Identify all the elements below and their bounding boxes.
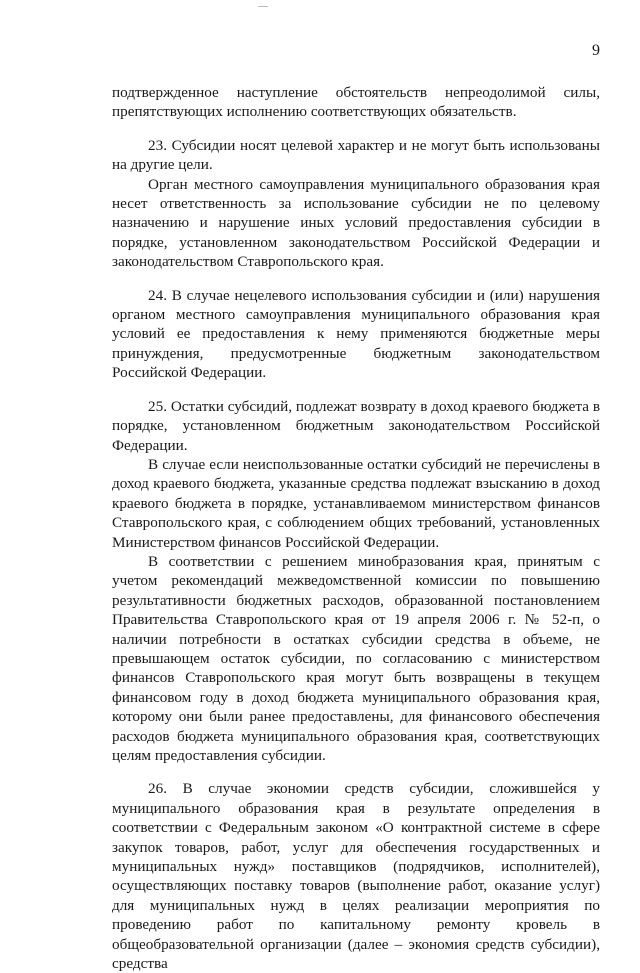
paragraph-24: 24. В случае нецелевого использования субсидии и (или) нарушения органом местного самоуправления муниципального образования края условий ее предоставления к нему применяются бюджетные меры принуждения, предусмотренные бюджетным законодательством Российской Федерации. — [112, 286, 600, 382]
paragraph-continuation: подтвержденное наступление обстоятельств непреодолимой силы, препятствующих исполнению соответствующих обязательств. — [112, 84, 600, 121]
scan-mark — [258, 6, 268, 7]
paragraph-23-responsibility: Орган местного самоуправления муниципального образования края несет ответственность за использование субсидии не по целевому назначению и нарушение иных условий предоставления субсидии в порядке, установленном законодательством Российской Федерации и законодательством Ставропольского края. — [112, 175, 600, 271]
page-number: 9 — [592, 42, 600, 59]
paragraph-25-recovery: В случае если неиспользованные остатки субсидий не перечислены в доход краевого бюджета, указанные средства подлежат взысканию в доход краевого бюджета в порядке, устанавливаемом министерством финансов Ставропольского края, с соблюдением общих требований, установленных Министерством финансов Российской Федерации. — [112, 455, 600, 551]
paragraph-25: 25. Остатки субсидий, подлежат возврату в доход краевого бюджета в порядке, установленном бюджетным законодательством Российской Федерации. — [112, 397, 600, 454]
paragraph-25-return: В соответствии с решением минобразования края, принятым с учетом рекомендаций межведомственной комиссии по повышению результативности бюджетных расходов, образованной постановлением Правительства Ставропольского края от 19 апреля 2006 г. № 52-п, о наличии потребности в остатках субсидии средства в объеме, не превышающем остаток субсидии, по согласованию с министерством финансов Ставропольского края могут быть возвращены в текущем финансовом году в доход бюджета муниципального образования края, которому они были ранее предоставлены, для финансового обеспечения расходов бюджета муниципального образования края, соответствующих целям предоставления субсидии. — [112, 552, 600, 764]
document-body — [112, 83, 600, 973]
paragraph-26: 26. В случае экономии средств субсидии, сложившейся у муниципального образования края в результате определения в соответствии с Федеральным законом «О контрактной системе в сфере закупок товаров, работ, услуг для обеспечения государственных и муниципальных нужд» поставщиков (подрядчиков, исполнителей), осуществляющих поставку товаров (выполнение работ, оказание услуг) для муниципальных нужд в целях реализации мероприятия по проведению работ по капитальному ремонту кровель в общеобразовательной организации (далее – экономия средств субсидии), средства — [112, 780, 600, 973]
paragraph-23: 23. Субсидии носят целевой характер и не могут быть использованы на другие цели. — [112, 136, 600, 174]
